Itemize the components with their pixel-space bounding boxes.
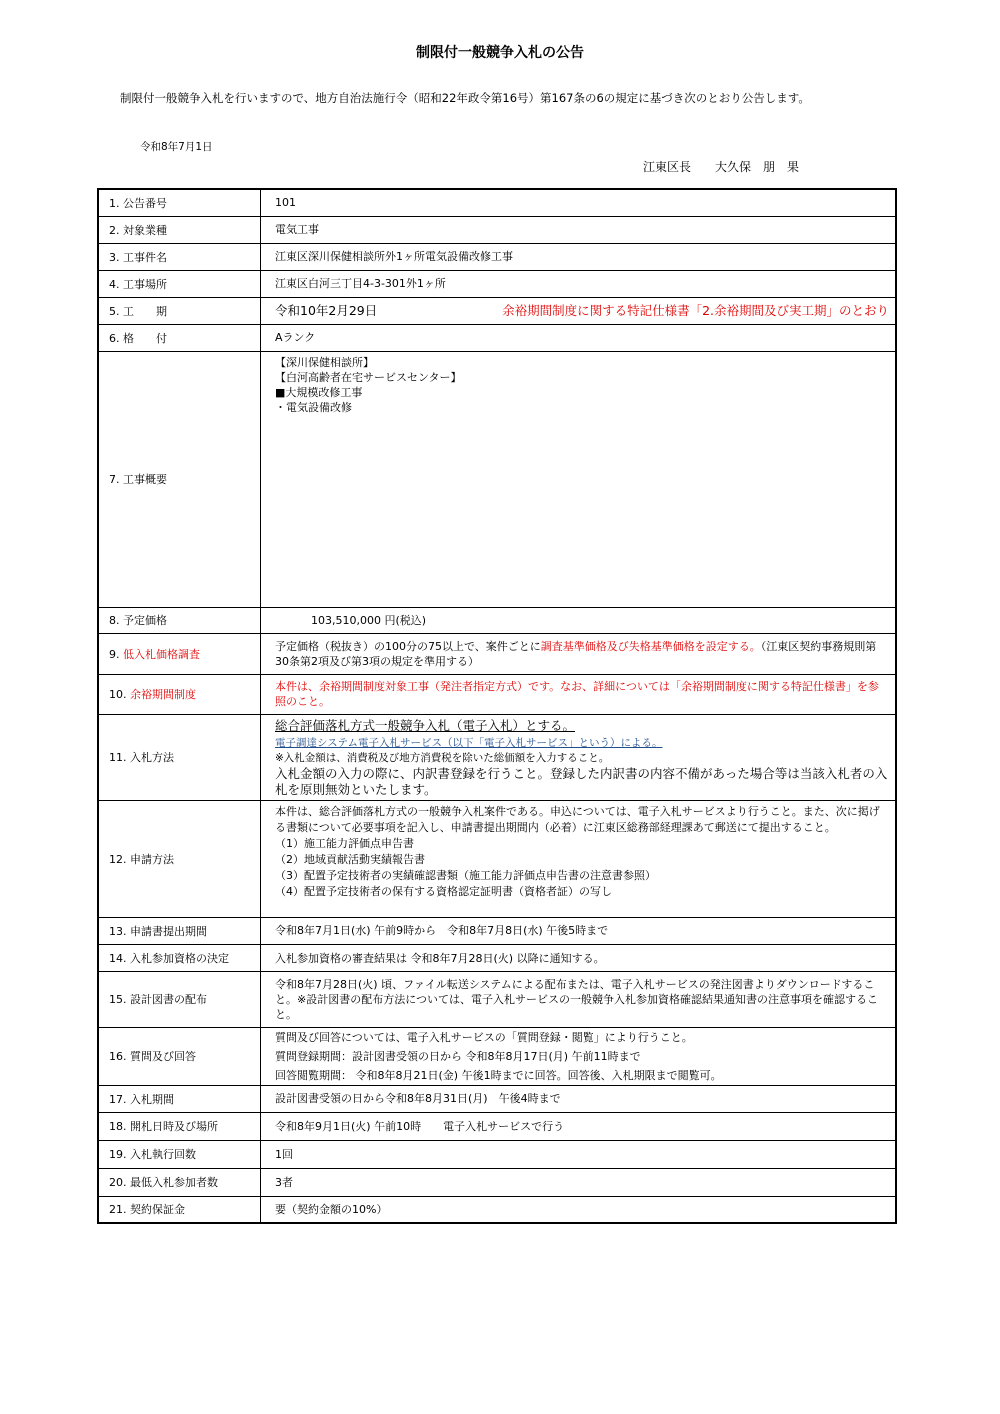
row-value: 令和8年9月1日(火) 午前10時 電子入札サービスで行う: [261, 1112, 897, 1140]
row-label: 10. 余裕期間制度: [98, 674, 261, 714]
period-note: 余裕期間制度に関する特記仕様書「2.余裕期間及び実工期」のとおり: [502, 302, 889, 318]
row-label: 17. 入札期間: [98, 1085, 261, 1112]
row-value: 令和8年7月28日(火) 頃、ファイル転送システムによる配布または、電子入札サービスの発注図書よりダウンロードすること。※設計図書の配布方法については、電子入札サービスの一般競争入札参加資格確認結果通知書の注意事項を確認すること。: [261, 971, 897, 1027]
row-value: 3者: [261, 1168, 897, 1196]
row-qa: [98, 1027, 896, 1085]
application-item: （3）配置予定技術者の実績確認書類（施工能力評価点申告書の注意書参照）: [275, 868, 656, 882]
row-label: 1. 公告番号: [98, 189, 261, 216]
application-paragraph: 本件は、総合評価落札方式の一般競争入札案件である。申込については、電子入札サービスより行うこと。また、次に掲げる書類について必要事項を記入し、申請書提出期間内（必着）に江東区総務部経理課あて郵送にて提出すること。: [275, 804, 880, 834]
row-label: 16. 質問及び回答: [98, 1027, 261, 1085]
row-eligibility-decision: [98, 944, 896, 971]
row-value: Aランク: [261, 324, 897, 351]
row-industry: [98, 216, 896, 243]
row-label: 13. 申請書提出期間: [98, 917, 261, 944]
row-value: [261, 297, 897, 324]
row-value: [261, 351, 897, 607]
row-label: 7. 工事概要: [98, 351, 261, 607]
row-value: 電気工事: [261, 216, 897, 243]
notice-date: 令和8年7月1日: [140, 141, 213, 153]
row-application-method: [98, 800, 896, 917]
row-label: 20. 最低入札参加者数: [98, 1168, 261, 1196]
row-value: 本件は、余裕期間制度対象工事（発注者指定方式）です。なお、詳細については「余裕期間制度に関する特記仕様書」を参照のこと。: [261, 674, 897, 714]
row-grace-period: [98, 674, 896, 714]
row-label: 21. 契約保証金: [98, 1196, 261, 1223]
qa-line: 質問登録期間：設計図書受領の日から 令和8年8月17日(月) 午前11時まで: [275, 1049, 641, 1063]
row-value: 令和8年7月1日(水) 午前9時から 令和8年7月8日(水) 午後5時まで: [261, 917, 897, 944]
signer: 江東区長 大久保 朋 果: [643, 160, 800, 174]
row-label: 18. 開札日時及び場所: [98, 1112, 261, 1140]
application-item: （2）地域貢献活動実績報告書: [275, 852, 425, 866]
overview-line: ・電気設備改修: [275, 400, 352, 414]
row-label: 11. 入札方法: [98, 714, 261, 800]
row-value: 101: [261, 189, 897, 216]
notice-table: [97, 188, 897, 1224]
row-overview: [98, 351, 896, 607]
row-label: 8. 予定価格: [98, 607, 261, 633]
row-contract-deposit: [98, 1196, 896, 1223]
row-value: 1回: [261, 1140, 897, 1168]
bid-method-line: 総合評価落札方式一般競争入札（電子入札）とする。: [275, 717, 576, 733]
intro-paragraph: 制限付一般競争入札を行いますので、地方自治法施行令（昭和22年政令第16号）第167条の6の規定に基づき次のとおり公告します。: [120, 91, 810, 105]
row-value: [261, 714, 897, 800]
row-label: 5. 工 期: [98, 297, 261, 324]
row-design-docs: [98, 971, 896, 1027]
row-value: 江東区深川保健相談所外1ヶ所電気設備改修工事: [261, 243, 897, 270]
application-item: （4）配置予定技術者の保有する資格認定証明書（資格者証）の写し: [275, 884, 612, 898]
application-item: （1）施工能力評価点申告書: [275, 836, 414, 850]
bid-method-note: 入札金額の入力の際に、内訳書登録を行うこと。登録した内訳書の内容不備があった場合等は当該入札者の入札を原則無効といたします。: [275, 765, 888, 797]
row-value: 設計図書受領の日から令和8年8月31日(月) 午後4時まで: [261, 1085, 897, 1112]
row-estimated-price: [98, 607, 896, 633]
row-submission-period: [98, 917, 896, 944]
bid-method-note: ※入札金額は、消費税及び地方消費税を除いた総価額を入力すること。: [275, 751, 610, 764]
e-bid-service-link[interactable]: 電子調達システム電子入札サービス（以下「電子入札サービス」という）による。: [275, 736, 663, 749]
row-low-bid-survey: [98, 633, 896, 674]
row-bidding-method: [98, 714, 896, 800]
row-execution-count: [98, 1140, 896, 1168]
row-label: 12. 申請方法: [98, 800, 261, 917]
row-bidding-period: [98, 1085, 896, 1112]
row-min-participants: [98, 1168, 896, 1196]
row-label: 4. 工事場所: [98, 270, 261, 297]
row-location: [98, 270, 896, 297]
row-label: 2. 対象業種: [98, 216, 261, 243]
row-value: [261, 1027, 897, 1085]
row-value: [261, 800, 897, 917]
overview-line: 【深川保健相談所】: [275, 355, 374, 369]
row-label: 3. 工事件名: [98, 243, 261, 270]
page-title: 制限付一般競争入札の公告: [416, 45, 584, 61]
qa-line: 回答閲覧期間： 令和8年8月21日(金) 午後1時までに回答。回答後、入札期限まで閲覧可。: [275, 1068, 722, 1082]
row-label: 14. 入札参加資格の決定: [98, 944, 261, 971]
row-label: 9. 低入札価格調査: [98, 633, 261, 674]
row-period: [98, 297, 896, 324]
qa-line: 質問及び回答については、電子入札サービスの「質問登録・閲覧」により行うこと。: [275, 1030, 693, 1044]
overview-line: ■大規模改修工事: [275, 385, 363, 399]
row-label: 19. 入札執行回数: [98, 1140, 261, 1168]
row-opening: [98, 1112, 896, 1140]
row-value: 江東区白河三丁目4-3-301外1ヶ所: [261, 270, 897, 297]
row-value: 要（契約金額の10%）: [261, 1196, 897, 1223]
row-project-name: [98, 243, 896, 270]
row-value: 103,510,000 円(税込): [261, 607, 897, 633]
row-rank: [98, 324, 896, 351]
row-label: 6. 格 付: [98, 324, 261, 351]
row-value: 入札参加資格の審査結果は 令和8年7月28日(火) 以降に通知する。: [261, 944, 897, 971]
row-notice-number: [98, 189, 896, 216]
row-value: 予定価格（税抜き）の100分の75以上で、案件ごとに調査基準価格及び失格基準価格を設定する。（江東区契約事務規則第30条第2項及び第3項の規定を準用する）: [261, 633, 897, 674]
row-label: 15. 設計図書の配布: [98, 971, 261, 1027]
overview-line: 【白河高齢者在宅サービスセンター】: [275, 370, 462, 384]
period-value: 令和10年2月29日: [275, 302, 378, 318]
